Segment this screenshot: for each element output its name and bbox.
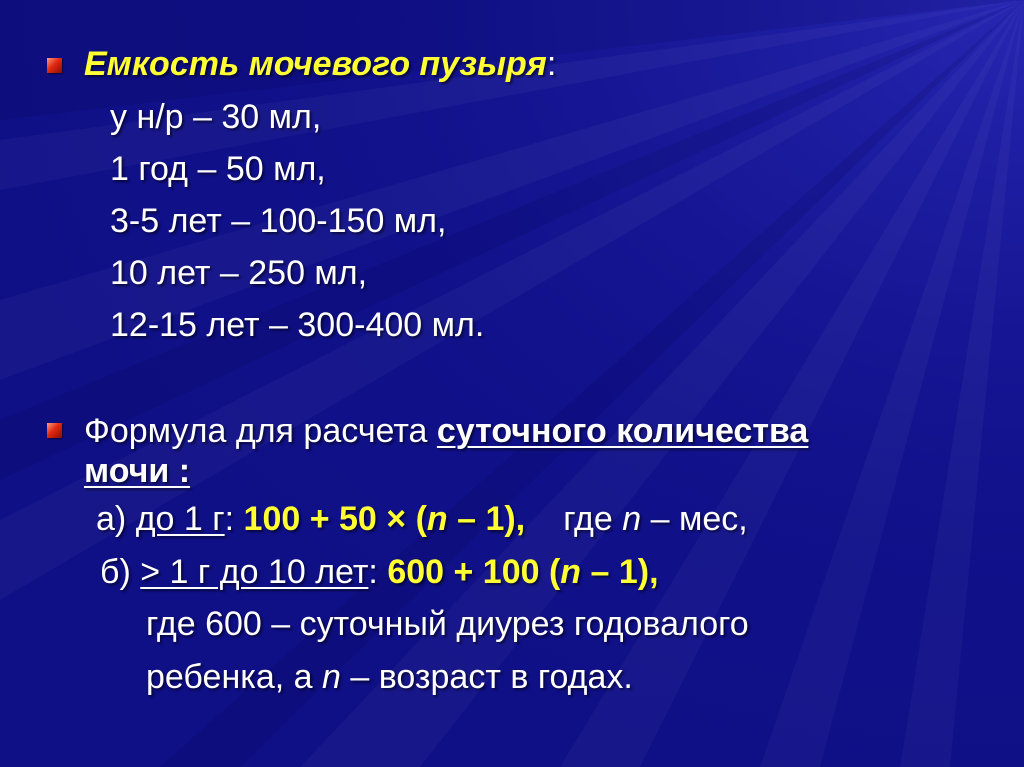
formula-title-underlined-2: мочи : [84, 452, 191, 490]
formula-b-prefix: б) [100, 553, 141, 591]
section-1-heading [84, 44, 556, 84]
capacity-item-1-year: 1 год – 50 мл, [110, 150, 326, 188]
section-2-heading-line-2 [84, 451, 190, 491]
formula-b-expression: 600 + 100 (n – 1), [387, 553, 659, 591]
formula-b-condition: > 1 г до 10 лет [140, 553, 369, 591]
capacity-item-12-15-years: 12-15 лет – 300-400 мл. [110, 306, 485, 344]
formula-note-line-2: ребенка, а n – возраст в годах. [146, 658, 633, 696]
formula-a-expression: 100 + 50 × (n – 1), [243, 500, 526, 538]
formula-a-where: где n – мес, [563, 500, 748, 538]
formula-a-prefix: а) [96, 500, 136, 538]
section-2-heading-line-1 [84, 411, 808, 451]
capacity-item-3-5-years: 3-5 лет – 100-150 мл, [110, 202, 447, 240]
formula-b-line [100, 552, 659, 592]
bullet-icon [47, 423, 62, 438]
capacity-item-10-years: 10 лет – 250 мл, [110, 254, 368, 292]
capacity-item-newborn: у н/р – 30 мл, [110, 98, 322, 136]
formula-a-line [96, 499, 748, 539]
formula-title-underlined: суточного количества [436, 412, 809, 450]
bladder-capacity-title: Емкость мочевого пузыря [84, 45, 547, 83]
formula-note-line-1: где 600 – суточный диурез годовалого [146, 605, 749, 643]
formula-b-colon: : [368, 553, 388, 591]
formula-a-colon: : [224, 500, 244, 538]
formula-a-condition: до 1 г [135, 500, 225, 538]
formula-title-prefix: Формула для расчета [84, 412, 437, 450]
bullet-icon [47, 58, 62, 73]
title-colon: : [546, 45, 557, 83]
